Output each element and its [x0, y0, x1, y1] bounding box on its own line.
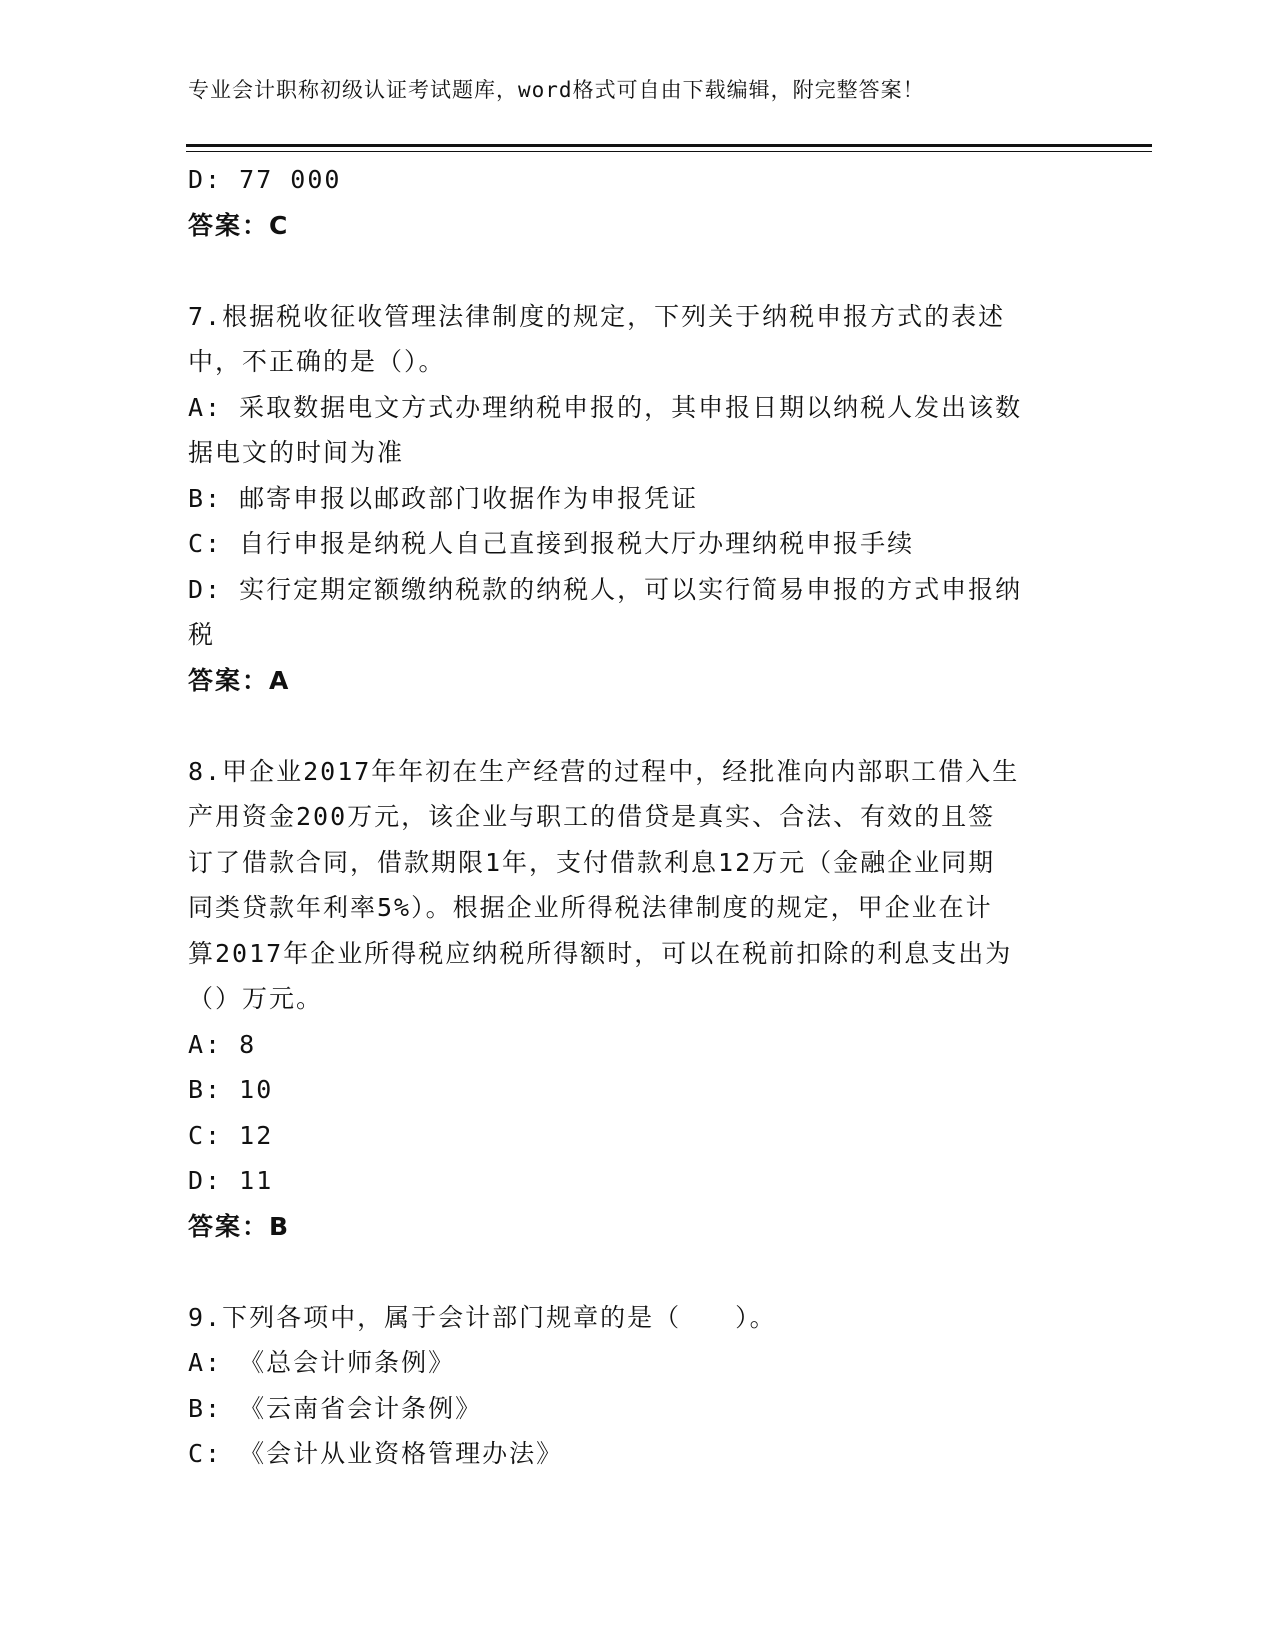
q7-stem-line2: 中，不正确的是（）。: [188, 347, 446, 376]
q9-option-b: B: 《云南省会计条例》: [188, 1393, 483, 1423]
q9-option-a: A: 《总会计师条例》: [188, 1348, 456, 1377]
header-rule-thin: [186, 151, 1152, 152]
q8-answer: 答案：B: [188, 1211, 291, 1241]
q9-stem-line1: 9.下列各项中，属于会计部门规章的是（ ）。: [188, 1302, 777, 1332]
spacer: [188, 703, 1088, 749]
spacer: [188, 1249, 1088, 1295]
q6-answer: 答案：C: [188, 210, 290, 240]
page-header: 专业会计职称初级认证考试题库，word格式可自由下载编辑，附完整答案！: [188, 78, 925, 102]
q7-option-d-line1: D: 实行定期定额缴纳税款的纳税人，可以实行简易申报的方式申报纳: [188, 574, 1023, 604]
q7-option-a-line1: A: 采取数据电文方式办理纳税申报的，其申报日期以纳税人发出该数: [188, 392, 1023, 422]
q7-option-a-line2: 据电文的时间为准: [188, 438, 405, 467]
q8-stem-line5: 算2017年企业所得税应纳税所得额时，可以在税前扣除的利息支出为: [188, 938, 1013, 968]
q7-option-b: B: 邮寄申报以邮政部门收据作为申报凭证: [188, 483, 699, 513]
q8-stem-line6: （）万元。: [188, 984, 324, 1013]
q8-stem-line1: 8.甲企业2017年年初在生产经营的过程中，经批准向内部职工借入生: [188, 756, 1020, 786]
spacer: [188, 248, 1088, 294]
q9-option-c: C: 《会计从业资格管理办法》: [188, 1439, 564, 1468]
q7-option-c: C: 自行申报是纳税人自己直接到报税大厅办理纳税申报手续: [188, 529, 915, 558]
q7-stem-line1: 7.根据税收征收管理法律制度的规定，下列关于纳税申报方式的表述: [188, 301, 1006, 331]
question-content: [188, 157, 1088, 1477]
q7-answer: 答案：A: [188, 665, 291, 695]
q6-option-d: D: 77 000: [188, 165, 342, 194]
header-rule-thick: [186, 144, 1152, 147]
q8-option-b: B: 10: [188, 1075, 274, 1104]
q8-option-d: D: 11: [188, 1166, 274, 1195]
q8-option-c: C: 12: [188, 1120, 274, 1150]
q8-stem-line3: 订了借款合同，借款期限1年，支付借款利息12万元（金融企业同期: [188, 847, 996, 877]
q8-stem-line2: 产用资金200万元，该企业与职工的借贷是真实、合法、有效的且签: [188, 802, 996, 831]
q8-option-a: A: 8: [188, 1029, 257, 1059]
q7-option-d-line2: 税: [188, 620, 216, 649]
q8-stem-line4: 同类贷款年利率5%）。根据企业所得税法律制度的规定，甲企业在计: [188, 893, 993, 922]
